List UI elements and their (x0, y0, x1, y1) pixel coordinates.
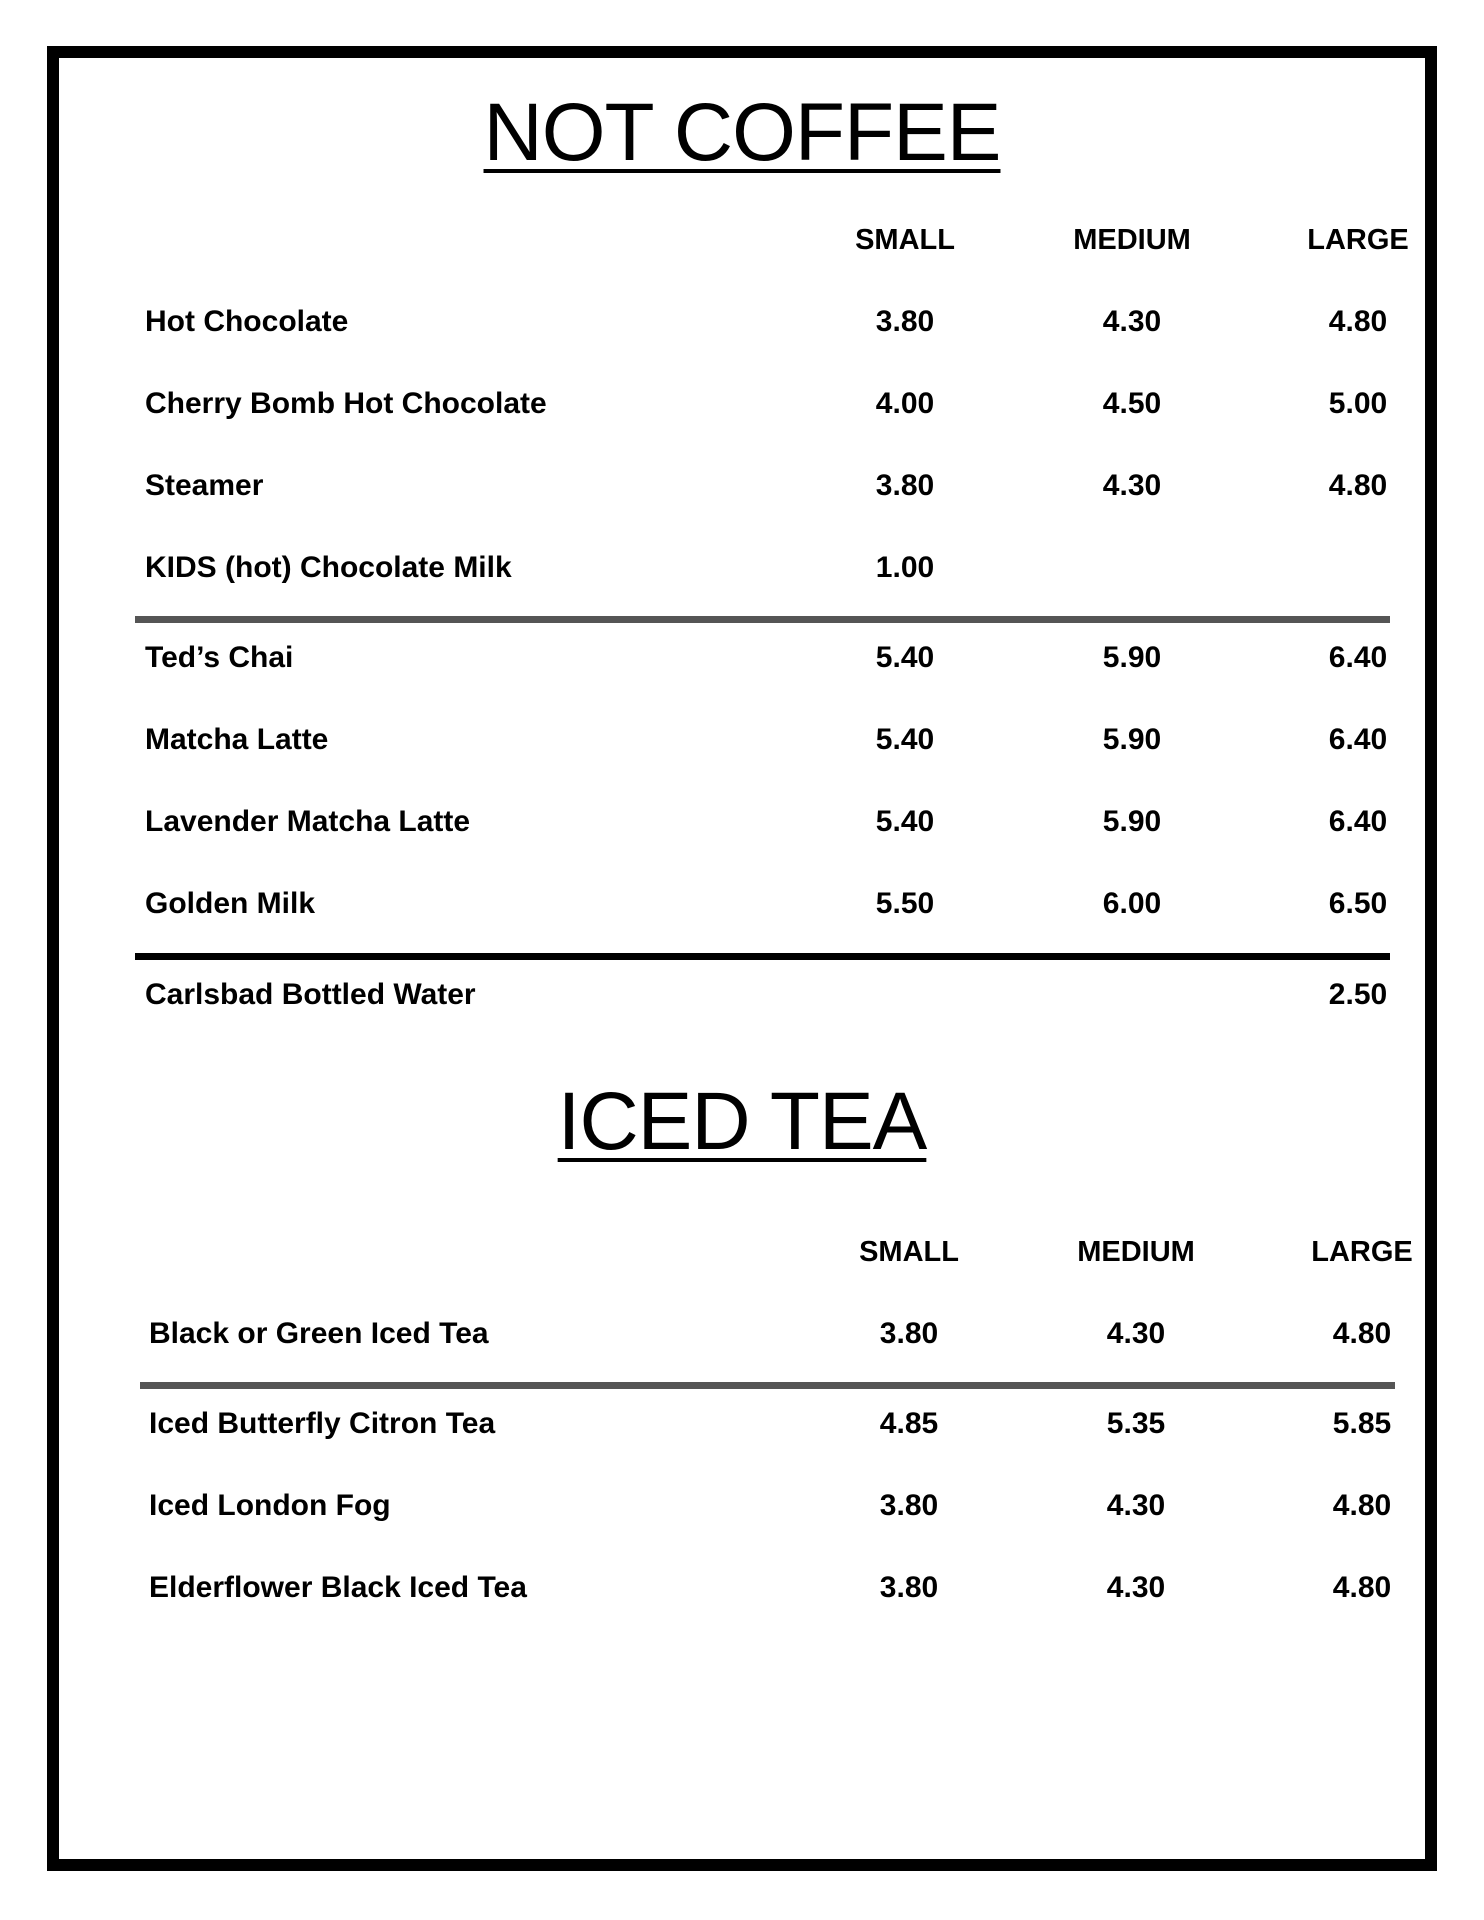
menu-item-row (145, 638, 1395, 678)
price-small: 5.40 (875, 805, 935, 838)
menu-item-row (145, 802, 1395, 842)
price-large: 6.40 (1328, 641, 1388, 674)
price-small: 5.40 (875, 723, 935, 756)
size-header-large: LARGE (1311, 1236, 1413, 1268)
price-medium: 4.30 (1102, 469, 1162, 502)
price-medium: 4.30 (1106, 1571, 1166, 1604)
price-large: 5.00 (1328, 387, 1388, 420)
price-small: 1.00 (875, 551, 935, 584)
menu-item-row (149, 1486, 1399, 1526)
price-medium: 4.30 (1106, 1489, 1166, 1522)
price-medium: 4.30 (1106, 1317, 1166, 1350)
price-small: 3.80 (879, 1571, 939, 1604)
menu-item-row (145, 884, 1395, 924)
item-name: Lavender Matcha Latte (145, 805, 471, 838)
price-large: 6.40 (1328, 805, 1388, 838)
menu-item-row (145, 466, 1395, 506)
price-medium: 5.90 (1102, 805, 1162, 838)
item-name: Ted’s Chai (145, 641, 294, 674)
price-large: 6.40 (1328, 723, 1388, 756)
price-medium: 4.30 (1102, 305, 1162, 338)
price-large: 4.80 (1328, 469, 1388, 502)
item-name: Matcha Latte (145, 723, 329, 756)
black-divider (135, 953, 1390, 960)
size-header-row-not-coffee (145, 220, 1409, 260)
menu-item-row (145, 384, 1395, 424)
section-title-iced-tea: ICED TEA (557, 1076, 927, 1167)
price-large: 2.50 (1328, 978, 1388, 1011)
size-header-medium: MEDIUM (1073, 224, 1191, 256)
item-name: KIDS (hot) Chocolate Milk (145, 551, 512, 584)
price-small: 3.80 (875, 305, 935, 338)
item-name: Elderflower Black Iced Tea (149, 1571, 527, 1604)
menu-item-row (145, 975, 1395, 1015)
price-medium: 5.90 (1102, 641, 1162, 674)
menu-item-row (145, 720, 1395, 760)
price-large: 4.80 (1332, 1489, 1392, 1522)
size-header-large: LARGE (1307, 224, 1409, 256)
item-name: Carlsbad Bottled Water (145, 978, 476, 1011)
item-name: Golden Milk (145, 887, 316, 920)
price-small: 5.40 (875, 641, 935, 674)
gray-divider (135, 616, 1390, 623)
item-name: Iced Butterfly Citron Tea (149, 1407, 496, 1440)
price-small: 4.85 (879, 1407, 939, 1440)
item-name: Cherry Bomb Hot Chocolate (145, 387, 547, 420)
price-medium: 5.90 (1102, 723, 1162, 756)
item-name: Iced London Fog (149, 1489, 391, 1522)
price-small: 3.80 (875, 469, 935, 502)
price-medium: 5.35 (1106, 1407, 1166, 1440)
item-name: Hot Chocolate (145, 305, 349, 338)
price-medium: 6.00 (1102, 887, 1162, 920)
gray-divider (140, 1382, 1395, 1389)
price-large: 4.80 (1332, 1317, 1392, 1350)
size-header-small: SMALL (859, 1236, 959, 1268)
menu-item-row (149, 1404, 1399, 1444)
size-header-medium: MEDIUM (1077, 1236, 1195, 1268)
price-small: 3.80 (879, 1489, 939, 1522)
price-small: 4.00 (875, 387, 935, 420)
price-large: 4.80 (1328, 305, 1388, 338)
menu-item-row (145, 548, 1395, 588)
menu-item-row (145, 302, 1395, 342)
menu-item-row (149, 1568, 1399, 1608)
price-small: 3.80 (879, 1317, 939, 1350)
section-title-not-coffee: NOT COFFEE (483, 87, 1001, 178)
price-large: 5.85 (1332, 1407, 1392, 1440)
size-header-small: SMALL (855, 224, 955, 256)
price-large: 4.80 (1332, 1571, 1392, 1604)
item-name: Steamer (145, 469, 264, 502)
price-medium: 4.50 (1102, 387, 1162, 420)
menu-item-row (149, 1314, 1399, 1354)
size-header-row-iced-tea (149, 1232, 1413, 1272)
price-small: 5.50 (875, 887, 935, 920)
item-name: Black or Green Iced Tea (149, 1317, 489, 1350)
price-large: 6.50 (1328, 887, 1388, 920)
